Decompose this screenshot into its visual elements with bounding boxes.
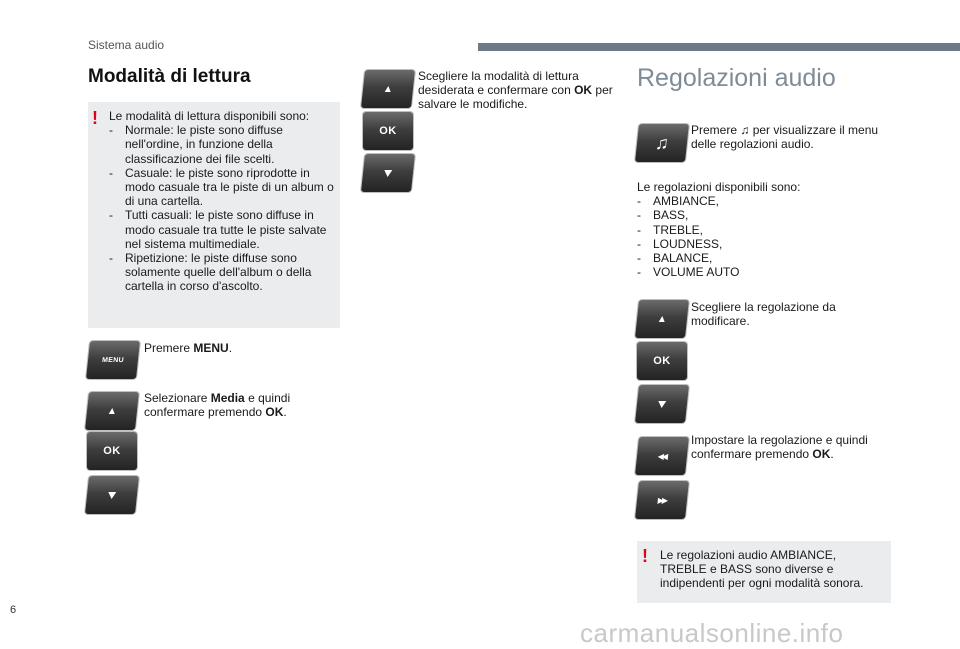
down-button[interactable] bbox=[361, 154, 415, 192]
title-modalita-lettura: Modalità di lettura bbox=[88, 66, 251, 87]
up-button[interactable] bbox=[635, 300, 689, 338]
up-button[interactable] bbox=[85, 392, 139, 430]
ok-button[interactable]: OK bbox=[637, 342, 687, 380]
arrow-up-icon bbox=[385, 86, 392, 92]
watermark: carmanualsonline.info bbox=[580, 618, 844, 648]
available-settings: Le regolazioni disponibili sono: - AMBIANCE, - BASS, - TREBLE, - LOUDNESS, - BALANCE, - VOLUME AUTO bbox=[637, 180, 837, 279]
arrow-up-icon bbox=[109, 408, 116, 414]
music-note-icon: ♫ bbox=[654, 132, 670, 153]
note-box-modalita bbox=[88, 102, 340, 328]
list-item: - AMBIANCE, bbox=[637, 194, 720, 209]
note-intro: Le modalità di lettura disponibili sono: bbox=[109, 109, 310, 123]
header-bar bbox=[478, 43, 960, 51]
list-item: - Casuale: le piste sono riprodotte in modo casuale tra le piste di un album o di una cartella. bbox=[109, 165, 334, 209]
warning-icon: ! bbox=[642, 546, 648, 566]
arrow-down-icon bbox=[108, 492, 117, 499]
ok-button[interactable]: OK bbox=[363, 112, 413, 150]
menu-button[interactable]: MENU bbox=[86, 341, 140, 379]
up-button[interactable] bbox=[361, 70, 415, 108]
step-scegliere-modalita: Scegliere la modalità di lettura desiderata e confermare con OK per salvare le modifiche. bbox=[418, 69, 613, 112]
step-premere-menu: Premere MENU. bbox=[144, 341, 233, 355]
step-selezionare-media: Selezionare Media e quindi confermare premendo OK. bbox=[144, 391, 291, 420]
ok-button[interactable]: OK bbox=[87, 432, 137, 470]
arrow-down-icon bbox=[658, 401, 667, 408]
list-item: - Tutti casuali: le piste sono diffuse in modo casuale tra tutte le piste salvate nel sistema multimediale. bbox=[109, 208, 327, 251]
step-premere-note: Premere ♫ per visualizzare il menu delle regolazioni audio. bbox=[691, 123, 879, 152]
list-item: - TREBLE, bbox=[637, 222, 704, 237]
step-scegliere-regolazione: Scegliere la regolazione da modificare. bbox=[691, 300, 836, 329]
list-item: - LOUDNESS, bbox=[637, 236, 723, 251]
list-item: - Ripetizione: le piste diffuse sono solamente quelle dell'album o della cartella in corso d'ascolto. bbox=[109, 251, 312, 294]
music-note-icon: ♫ bbox=[740, 123, 750, 137]
warning-icon: ! bbox=[92, 108, 98, 128]
rewind-button[interactable] bbox=[635, 437, 689, 475]
audio-settings-button[interactable] bbox=[635, 124, 689, 162]
title-regolazioni-audio: Regolazioni audio bbox=[637, 64, 836, 92]
list-item: - VOLUME AUTO bbox=[637, 265, 740, 280]
list-item: - BALANCE, bbox=[637, 251, 713, 266]
fast-forward-icon: ▶▶ bbox=[657, 495, 667, 505]
section-header: Sistema audio bbox=[88, 38, 165, 52]
down-button[interactable] bbox=[85, 476, 139, 514]
list-item: - Normale: le piste sono diffuse nell'ordine, in funzione della classificazione dei file scelti. bbox=[109, 123, 283, 166]
fast-forward-button[interactable] bbox=[635, 481, 689, 519]
list-item: - BASS, bbox=[637, 208, 689, 223]
arrow-down-icon bbox=[384, 170, 393, 177]
rewind-icon: ◀◀ bbox=[657, 451, 667, 461]
arrow-up-icon bbox=[659, 316, 666, 322]
note-content bbox=[109, 109, 339, 294]
page-number: 6 bbox=[10, 604, 17, 616]
step-impostare-regolazione: Impostare la regolazione e quindi confermare premendo OK. bbox=[691, 433, 868, 462]
down-button[interactable] bbox=[635, 385, 689, 423]
note-box-regolazioni bbox=[637, 541, 891, 603]
note-content: Le regolazioni audio AMBIANCE, TREBLE e BASS sono diverse e indipendenti per ogni modalità sonora. bbox=[660, 548, 864, 591]
